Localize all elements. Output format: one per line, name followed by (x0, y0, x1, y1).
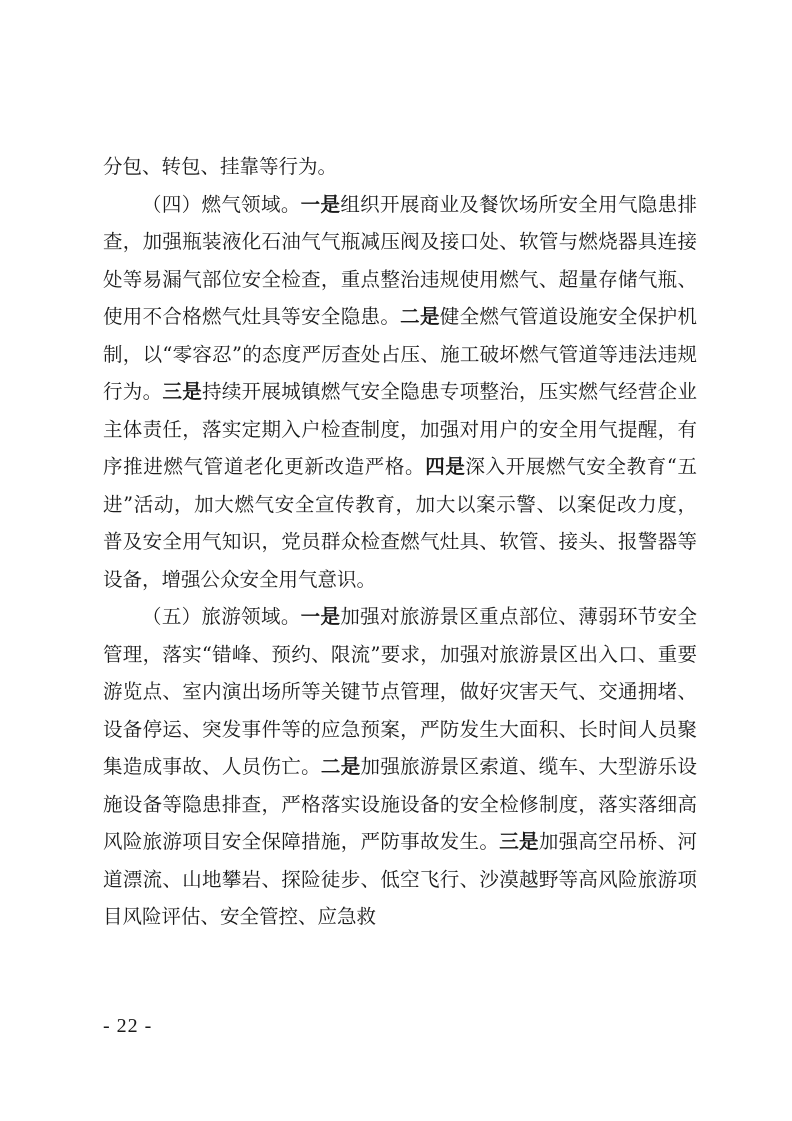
gas-point-4-lead: 四是 (425, 455, 466, 478)
tourism-point-1-text: 加强对旅游景区重点部位、薄弱环节安全管理，落实“错峰、预约、限流”要求，加强对旅游景区出入口、重要游览点、室内演出场所等关键节点管理，做好灾害天气、交通拥堵、设备停运、突发事件等的应急预案，严防发生大面积、长时间人员聚集造成事故、人员伤亡。 (103, 605, 697, 778)
tourism-sector-heading: （五）旅游领域。 (142, 605, 301, 628)
gas-point-1-text: 组织开展商业及餐饮场所安全用气隐患排查，加强瓶装液化石油气气瓶减压阀及接口处、软管与燃烧器具连接处等易漏气部位安全检查，重点整治违规使用燃气、超量存储气瓶、使用不合格燃气灶具等安全隐患。 (103, 192, 697, 328)
tourism-point-2-lead: 二是 (320, 755, 361, 778)
gas-point-3-text: 持续开展城镇燃气安全隐患专项整治，压实燃气经营企业主体责任，落实定期入户检查制度，加强对用户的安全用气提醒，有序推进燃气管道老化更新改造严格。 (103, 380, 697, 478)
paragraph-gas-sector (103, 186, 697, 599)
tourism-point-3-lead: 三是 (499, 830, 539, 853)
tourism-point-2-text: 加强旅游景区索道、缆车、大型游乐设施设备等隐患排查，严格落实设施设备的安全检修制度，落实落细高风险旅游项目安全保障措施，严防事故发生。 (103, 755, 697, 853)
continuation-text: 分包、转包、挂靠等行为。 (103, 155, 338, 178)
gas-point-4-text: 深入开展燃气安全教育“五进”活动，加大燃气安全宣传教育，加大以案示警、以案促改力度，普及安全用气知识，党员群众检查燃气灶具、软管、接头、报警器等设备，增强公众安全用气意识。 (103, 455, 697, 591)
paragraph-tourism-sector (103, 598, 697, 936)
tourism-point-3-text: 加强高空吊桥、河道漂流、山地攀岩、探险徒步、低空飞行、沙漠越野等高风险旅游项目风险评估、安全管控、应急救 (103, 830, 697, 928)
gas-point-2-lead: 二是 (400, 305, 440, 328)
gas-point-3-lead: 三是 (162, 380, 203, 403)
document-body (103, 148, 697, 936)
gas-sector-heading: （四）燃气领域。 (142, 192, 301, 216)
gas-point-1-lead: 一是 (300, 192, 341, 216)
page-number: - 22 - (103, 1015, 153, 1037)
paragraph-continuation (103, 148, 697, 186)
gas-point-2-text: 健全燃气管道设施安全保护机制，以“零容忍”的态度严厉查处占压、施工破坏燃气管道等违法违规行为。 (103, 305, 697, 403)
tourism-point-1-lead: 一是 (300, 605, 341, 628)
